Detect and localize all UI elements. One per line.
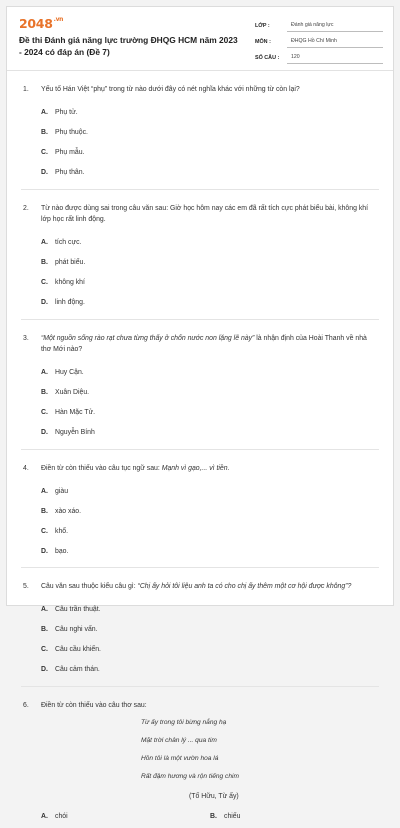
question-6 bbox=[21, 687, 379, 828]
option-c[interactable] bbox=[41, 143, 213, 163]
question-proverb: Mạnh vì gạo,... vì tiền. bbox=[162, 465, 230, 472]
option-letter: A. bbox=[41, 488, 55, 495]
meta-row-count bbox=[255, 48, 383, 64]
option-a[interactable] bbox=[41, 103, 213, 123]
option-letter: D. bbox=[41, 429, 55, 436]
poem-line: Rất đậm hương và rộn tiếng chim bbox=[141, 773, 379, 791]
option-letter: A. bbox=[41, 813, 55, 820]
option-letter: B. bbox=[41, 389, 55, 396]
exam-title: Đề thi Đánh giá năng lực trường ĐHQG HCM năm 2023 - 2024 có đáp án (Đề 7) bbox=[19, 34, 239, 58]
option-text: giàu bbox=[55, 488, 68, 495]
option-text: khổ. bbox=[55, 528, 68, 535]
question-text: Điền từ còn thiếu vào câu thơ sau: bbox=[41, 700, 379, 712]
option-text: Phụ thuộc. bbox=[55, 129, 88, 136]
option-a[interactable] bbox=[41, 481, 213, 501]
option-a[interactable] bbox=[41, 233, 213, 253]
option-letter: B. bbox=[41, 259, 55, 266]
option-d[interactable] bbox=[41, 660, 213, 680]
meta-label: LỚP : bbox=[255, 23, 287, 32]
poem-author: (Tố Hữu, Từ ấy) bbox=[141, 793, 379, 800]
meta-value: ĐHQG Hồ Chí Minh bbox=[287, 38, 383, 48]
option-b[interactable] bbox=[41, 383, 213, 403]
option-letter: A. bbox=[41, 109, 55, 116]
option-text: Câu nghi vấn. bbox=[55, 626, 98, 633]
poem-excerpt bbox=[21, 719, 379, 800]
logo-text: 2048 bbox=[19, 16, 53, 31]
question-text-head: Câu văn sau thuộc kiểu câu gì: bbox=[41, 583, 138, 590]
option-text: Câu cầu khiến. bbox=[55, 646, 101, 653]
site-logo[interactable] bbox=[19, 16, 63, 31]
question-number: 3. bbox=[21, 333, 41, 356]
option-text: Nguyễn Bính bbox=[55, 429, 95, 436]
question-text: Yếu tố Hán Việt “phụ” trong từ nào dưới đây có nét nghĩa khác với những từ còn lại? bbox=[41, 84, 379, 96]
answer-options bbox=[21, 810, 379, 822]
question-text-head: Điền từ còn thiếu vào câu tục ngữ sau: bbox=[41, 465, 162, 472]
option-text: Câu trần thuật. bbox=[55, 606, 101, 613]
option-d[interactable] bbox=[41, 293, 213, 313]
logo-suffix: .vn bbox=[54, 16, 64, 23]
meta-row-subject bbox=[255, 32, 383, 48]
option-c[interactable] bbox=[41, 640, 213, 660]
option-letter: B. bbox=[210, 813, 224, 820]
question-text bbox=[41, 333, 379, 356]
option-c[interactable] bbox=[41, 403, 213, 423]
option-letter: C. bbox=[41, 149, 55, 156]
option-text: chiếu bbox=[224, 813, 240, 820]
option-b[interactable] bbox=[41, 501, 213, 521]
option-b[interactable] bbox=[210, 810, 379, 822]
exam-page bbox=[6, 6, 394, 606]
question-number: 2. bbox=[21, 203, 41, 226]
question-number: 4. bbox=[21, 463, 41, 475]
option-letter: A. bbox=[41, 369, 55, 376]
option-letter: C. bbox=[41, 409, 55, 416]
question-number: 1. bbox=[21, 84, 41, 96]
option-text: linh động. bbox=[55, 299, 85, 306]
option-d[interactable] bbox=[41, 423, 213, 443]
question-5 bbox=[21, 568, 379, 687]
option-text: Xuân Diệu. bbox=[55, 389, 89, 396]
option-letter: D. bbox=[41, 548, 55, 555]
meta-label: SỐ CÂU : bbox=[255, 55, 287, 64]
meta-row-class bbox=[255, 16, 383, 32]
option-text: Câu cảm thán. bbox=[55, 666, 100, 673]
option-b[interactable] bbox=[41, 253, 213, 273]
option-letter: B. bbox=[41, 129, 55, 136]
option-a[interactable] bbox=[41, 810, 210, 822]
question-text-tail: là nhận định của Hoài Thanh về nhà thơ Mới nào? bbox=[41, 335, 367, 354]
option-letter: D. bbox=[41, 299, 55, 306]
question-text: Từ nào được dùng sai trong câu văn sau: Giờ học hôm nay các em đã rất tích cực phát biểu bài, không khí lớp học rất linh động. bbox=[41, 203, 379, 226]
option-a[interactable] bbox=[41, 600, 213, 620]
question-1 bbox=[21, 71, 379, 190]
question-number: 6. bbox=[21, 700, 41, 712]
option-letter: A. bbox=[41, 606, 55, 613]
answer-options bbox=[21, 103, 379, 183]
exam-meta bbox=[255, 16, 383, 64]
option-letter: C. bbox=[41, 646, 55, 653]
question-3 bbox=[21, 320, 379, 450]
option-text: Phụ mẫu. bbox=[55, 149, 85, 156]
answer-options bbox=[21, 233, 379, 313]
option-text: Huy Cận. bbox=[55, 369, 84, 376]
question-quote: “Chị ấy hỏi tôi liệu anh ta có cho chị ấy thêm một cơ hội được không”? bbox=[138, 583, 352, 590]
question-4 bbox=[21, 450, 379, 569]
answer-options bbox=[21, 600, 379, 680]
question-quote: “Một nguồn sống rào rạt chưa từng thấy ở chốn nước non lặng lẽ này” bbox=[41, 335, 254, 342]
answer-options bbox=[21, 363, 379, 443]
option-b[interactable] bbox=[41, 123, 213, 143]
meta-label: MÔN : bbox=[255, 39, 287, 48]
option-text: phát biểu. bbox=[55, 259, 85, 266]
option-b[interactable] bbox=[41, 620, 213, 640]
answer-options bbox=[21, 481, 379, 561]
option-text: Phụ tử. bbox=[55, 109, 78, 116]
poem-line: Từ ấy trong tôi bừng nắng hạ bbox=[141, 719, 379, 737]
option-text: không khí bbox=[55, 279, 85, 286]
option-letter: A. bbox=[41, 239, 55, 246]
option-c[interactable] bbox=[41, 273, 213, 293]
question-list bbox=[7, 71, 393, 828]
question-text bbox=[41, 581, 379, 593]
option-letter: B. bbox=[41, 508, 55, 515]
option-text: xào xáo. bbox=[55, 508, 81, 515]
option-d[interactable] bbox=[41, 163, 213, 183]
meta-value: 120 bbox=[287, 54, 383, 64]
poem-line: Mặt trời chân lý ... qua tim bbox=[141, 737, 379, 755]
option-text: Phụ thân. bbox=[55, 169, 85, 176]
question-2 bbox=[21, 190, 379, 320]
option-text: tích cực. bbox=[55, 239, 81, 246]
option-letter: C. bbox=[41, 279, 55, 286]
option-text: Hàn Mặc Tử. bbox=[55, 409, 95, 416]
option-c[interactable] bbox=[41, 521, 213, 541]
meta-value: Đánh giá năng lực bbox=[287, 22, 383, 32]
exam-header bbox=[7, 7, 393, 71]
option-text: bạo. bbox=[55, 548, 68, 555]
poem-line: Hồn tôi là một vườn hoa lá bbox=[141, 755, 379, 773]
option-text: chói bbox=[55, 813, 68, 820]
question-number: 5. bbox=[21, 581, 41, 593]
option-d[interactable] bbox=[41, 541, 213, 561]
option-letter: C. bbox=[41, 528, 55, 535]
option-a[interactable] bbox=[41, 363, 213, 383]
option-letter: B. bbox=[41, 626, 55, 633]
option-letter: D. bbox=[41, 666, 55, 673]
option-letter: D. bbox=[41, 169, 55, 176]
question-text bbox=[41, 463, 379, 475]
